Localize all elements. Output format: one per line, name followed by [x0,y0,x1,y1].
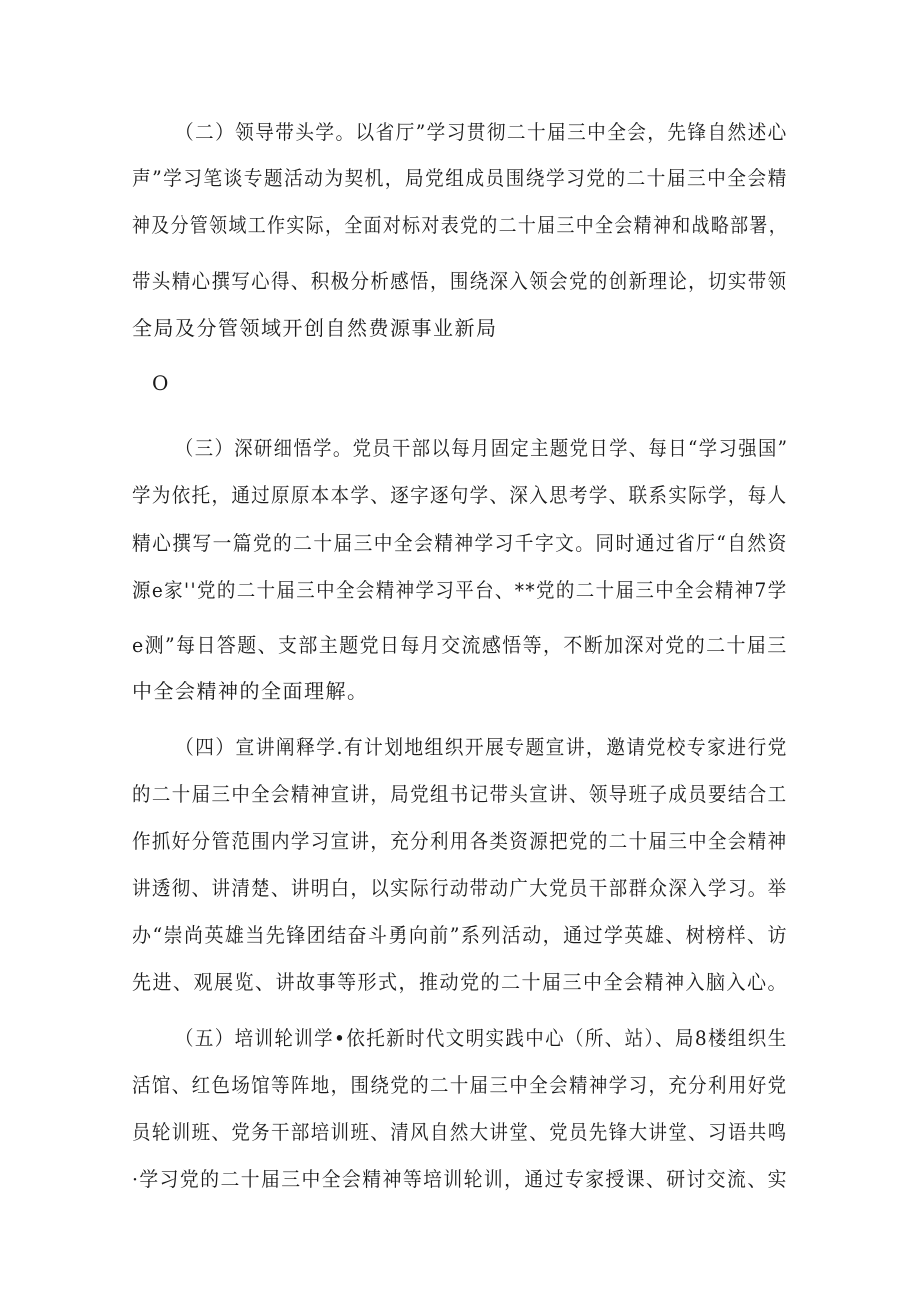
text-line: 学为依托，通过原原本本学、逐字逐句学、深入思考学、联系实际学，每人 [132,483,788,507]
text-line: 源e家''党的二十届三中全会精神学习平台、**党的二十届三中全会精神7学 [132,578,788,602]
text-line: 先进、观展览、讲故事等形式，推动党的二十届三中全会精神入脑入心。 [132,970,789,994]
text-line: 办“崇尚英雄当先锋团结奋斗勇向前”系列活动，通过学英雄、树榜样、访 [132,923,788,947]
text-line: e测”每日答题、支部主题党日每月交流感悟等，不断加深对党的二十届三 [132,633,788,657]
text-line: （二）领导带头学。以省厅”学习贯彻二十届三中全会，先锋自然述心 [175,120,788,144]
text-line: （五）培训轮训学•依托新时代文明实践中心（所、站）、局8楼组织生 [175,1026,788,1050]
text-line: 的二十届三中全会精神宣讲，局党组书记带头宣讲、领导班子成员要结合工 [132,782,788,806]
text-line: 活馆、红色场馆等阵地，围绕党的二十届三中全会精神学习，充分利用好党 [132,1073,788,1097]
text-line: 全局及分管领域开创自然费源事业新局 [132,316,498,340]
text-line: ·学习党的二十届三中全会精神等培训轮训，通过专家授课、研讨交流、实 [132,1167,788,1191]
text-line: 讲透彻、讲清楚、讲明白，以实际行动带动广大党员干部群众深入学习。举 [132,876,788,900]
text-line: （三）深研细悟学。党员干部以每月固定主题党日学、每日“学习强国” [175,436,789,460]
text-line: 神及分管领域工作实际，全面对标对表党的二十届三中全会精神和战略部署， [132,213,788,237]
text-line: 精心撰写一篇党的二十届三中全会精神学习千字文。同时通过省厅“自然资 [132,531,788,555]
text-line: 中全会精神的全面理解。 [132,679,369,703]
text-line: （四）宣讲阐释学.有计划地组织开展专题宣讲，邀请党校专家进行党 [175,735,788,759]
text-line: O [152,371,169,395]
text-line: 员轮训班、党务干部培训班、清风自然大讲堂、党员先锋大讲堂、习语共鸣 [132,1120,788,1144]
text-line: 带头精心撰写心得、积极分析感悟，围绕深入领会党的创新理论，切实带领 [132,269,788,293]
text-line: 声”学习笔谈专题活动为契机，局党组成员围绕学习党的二十届三中全会精 [132,166,788,190]
text-line: 作抓好分管范围内学习宣讲，充分利用各类资源把党的二十届三中全会精神 [132,829,788,853]
